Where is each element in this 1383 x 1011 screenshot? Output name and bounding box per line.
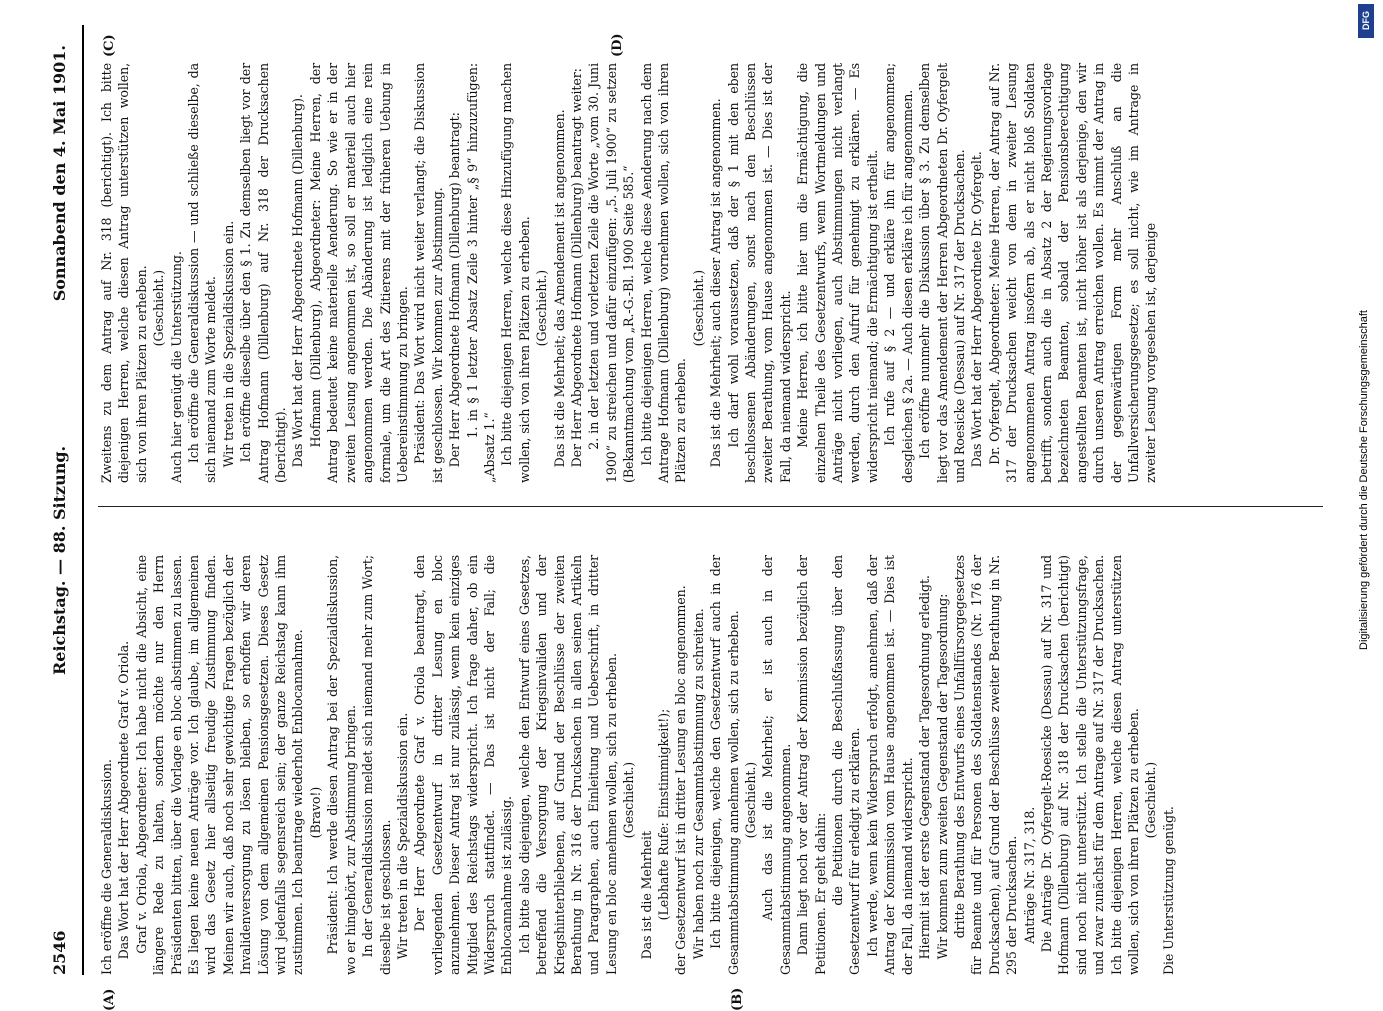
session-date: Sonnabend den 4. Mai 1901.: [50, 45, 69, 302]
column-divider: [98, 506, 1323, 507]
dfg-logo: DFG: [1358, 4, 1374, 38]
margin-mark-d: (D): [610, 33, 625, 57]
margin-mark-c: (C): [102, 34, 117, 57]
right-column-text: Zweitens zu dem Antrag auf Nr. 318 (berichtigt). Ich bitte diejenigen Herren, welche diesen Antrag unterstützen wollen, sich von ihren Plätzen zu erheben. (Geschieht.) Auch hier genügt die Unterstützung. Ich eröffne die Generaldiskussion — und schließe dieselbe, da sich niemand zum Worte meldet. Wir treten in die Spezialdiskussion ein. Ich eröffne dieselbe über den § 1. Zu demselben liegt vor der Antrag Hofmann (Dillenburg) auf Nr. 318 der Drucksachen (berichtigt). Das Wort hat der Herr Abgeordnete Hofmann (Dillenburg). Hofmann (Dillenburg), Abgeordneter: Meine Herren, der Antrag bedeutet keine materielle Aenderung. So wie er in der zweiten Lesung angenommen ist, so soll er materiell auch hier angenommen werden. Die Abänderung ist lediglich eine rein formale, um die Art des Zitierens mit der früheren Uebung in Uebereinstimmung zu bringen. Präsident: Das Wort wird nicht weiter verlangt; die Diskussion ist geschlossen. Wir kommen zur Abstimmung. Der Herr Abgeordnete Hofmann (Dillenburg) beantragt: 1. in § 1 letzter Absatz Zeile 3 hinter „§ 9“ hinzuzufügen: „Absatz 1.“ Ich bitte diejenigen Herren, welche diese Hinzufügung machen wollen, sich von ihren Plätzen zu erheben. (Geschieht.) Das ist die Mehrheit; das Amendement ist angenommen. Der Herr Abgeordnete Hofmann (Dillenburg) beantragt weiter: 2. in der letzten und vorletzten Zeile die Worte „vom 30. Juni 1900“ zu streichen und dafür einzufügen: „5. Juli 1900“ zu setzen (Bekanntmachung vom „R.-G.-Bl. 1900 Seite 585.“ Ich bitte diejenigen Herren, welche diese Aenderung nach dem Antrage Hofmann (Dillenburg) vornehmen wollen, sich von ihren Plätzen zu erheben. (Geschieht.) Das ist die Mehrheit; auch dieser Antrag ist angenommen. Ich darf wohl voraussetzen, daß der § 1 mit den eben beschlossenen Abänderungen, sonst nach den Beschlüssen zweiter Berathung, vom Hause angenommen ist. — Dies ist der Fall, da niemand widerspricht. Meine Herren, ich bitte hier um die Ermächtigung, die einzelnen Theile des Gesetzentwurfs, wenn Wortmeldungen und Anträge nicht vorliegen, auch Abstimmungen nicht verlangt werden, durch den Aufruf für genehmigt zu erklären. — Es widerspricht niemand; die Ermächtigung ist ertheilt. Ich rufe auf § 2 — und erkläre ihn für angenommen; desgleichen § 2a. — Auch diesen erkläre ich für angenommen. Ich eröffne nunmehr die Diskussion über § 3. Zu demselben liegt vor das Amendement der Herren Abgeordneten Dr. Oyfergelt und Roesicke (Dessau) auf Nr. 317 der Drucksachen. Das Wort hat der Herr Abgeordnete Dr. Oyfergelt. Dr. Oyfergelt, Abgeordneter: Meine Herren, der Antrag auf Nr. 317 der Drucksachen weicht von dem in zweiter Lesung angenommenen Antrag insofern ab, als er nicht bloß Soldaten betrifft, sondern auch die in Absatz 2 der Regierungsvorlage bezeichneten Beamten, sobald der Pensionsberechtigung angestellten Beamten ist, nicht höher ist als derjenige, den wir durch unseren Antrag erreichen wollen. Es nimmt der Antrag in der gegenwärtigen Form mehr Anschluß an die Unfallversicherungsgesetze; es soll nicht, wie im Antrage in zweiter Lesung vorgesehen ist, derjenige: [99, 63, 1159, 483]
digitization-stamp: [1352, 0, 1380, 1000]
page-number: 2546: [50, 930, 69, 975]
rotated-page: [40, 25, 1340, 1011]
session-title: Reichstag. — 88. Sitzung.: [50, 445, 69, 675]
margin-mark-b: (B): [730, 987, 745, 1011]
digitization-credit: Digitalisierung gefördert durch die Deutsche Forschungsgemeinschaft: [1358, 310, 1370, 650]
margin-mark-a: (A): [102, 988, 117, 1011]
page-header: [40, 25, 80, 975]
left-column-text: Ich eröffne die Generaldiskussion. Das Wort hat der Herr Abgeordnete Graf v. Oriola. Graf v. Oriola, Abgeordneter: Ich habe nicht die Absicht, eine längere Rede zu halten, sondern möchte nur den Herrn Präsidenten bitten, über die Vorlage en bloc abstimmen zu lassen. Es liegen keine neuen Anträge vor. Ich glaube, im allgemeinen wird das Gesetz hier allseitig freudige Zustimmung finden. Meinen wir auch, daß noch sehr gewichtige Fragen bezüglich der Invalidenversorgung zu lösen bleiben, so erhoffen wir deren Lösung von dem allgemeinen Pensionsgesetzen. Dieses Gesetz wird jedenfalls segensreich sein; der ganze Reichstag kann ihm zustimmen. Ich beantrage wiederholt Enblocannahme. (Bravo!) Präsident: Ich werde diesen Antrag bei der Spezialdiskussion, wo er hingehört, zur Abstimmung bringen. In der Generaldiskussion meldet sich niemand mehr zum Wort; dieselbe ist geschlossen. Wir treten in die Spezialdiskussion ein. Der Herr Abgeordnete Graf v. Oriola beantragt, den vorliegenden Gesetzentwurf in dritter Lesung en bloc anzunehmen. Dieser Antrag ist nur zulässig, wenn kein einziges Mitglied des Reichstags widerspricht. Ich frage daher, ob ein Widerspruch stattfindet. — Das ist nicht der Fall; die Enblocannahme ist zulässig. Ich bitte also diejenigen, welche den Entwurf eines Gesetzes, betreffend die Versorgung der Kriegsinvaliden und der Kriegshinterbliebenen, auf Grund der Beschlüsse der zweiten Berathung in Nr. 316 der Drucksachen in allen seinen Artikeln und Paragraphen, auch Einleitung und Ueberschrift, in dritter Lesung en bloc annehmen wollen, sich zu erheben. (Geschieht.) Das ist die Mehrheit (Lebhafte Rufe: Einstimmigkeit!); der Gesetzentwurf ist in dritter Lesung en bloc angenommen. Wir haben noch zur Gesammtabstimmung zu schreiten. Ich bitte diejenigen, welche den Gesetzentwurf auch in der Gesammtabstimmung annehmen wollen, sich zu erheben. (Geschieht.) Auch das ist die Mehrheit; er ist auch in der Gesammtabstimmung angenommen. Dann liegt noch vor der Antrag der Kommission bezüglich der Petitionen. Er geht dahin: die Petitionen durch die Beschlußfassung über den Gesetzentwurf für erledigt zu erklären. Ich werde, wenn kein Widerspruch erfolgt, annehmen, daß der Antrag der Kommission vom Hause angenommen ist. — Dies ist der Fall, da niemand widerspricht. Hiermit ist der erste Gegenstand der Tagesordnung erledigt. Wir kommen zum zweiten Gegenstand der Tagesordnung: dritte Berathung des Entwurfs eines Unfallfürsorgegesetzes für Beamte und für Personen des Soldatenstandes (Nr. 176 der Drucksachen), auf Grund der Beschlüsse zweiter Berathung in Nr. 295 der Drucksachen. Anträge Nr. 317, 318. Die Anträge Dr. Oyfergelt-Roesicke (Dessau) auf Nr. 317 und Hofmann (Dillenburg) auf Nr. 318 der Drucksachen (berichtigt) sind noch nicht unterstützt. Ich stelle die Unterstützungsfrage, und zwar zunächst für dem Antrage auf Nr. 317 der Drucksachen. Ich bitte diejenigen Herren, welche diesen Antrag unterstützen wollen, sich von ihren Plätzen zu erheben. (Geschieht.) Die Unterstützung genügt.: [99, 555, 1176, 975]
header-rule: [82, 25, 84, 975]
